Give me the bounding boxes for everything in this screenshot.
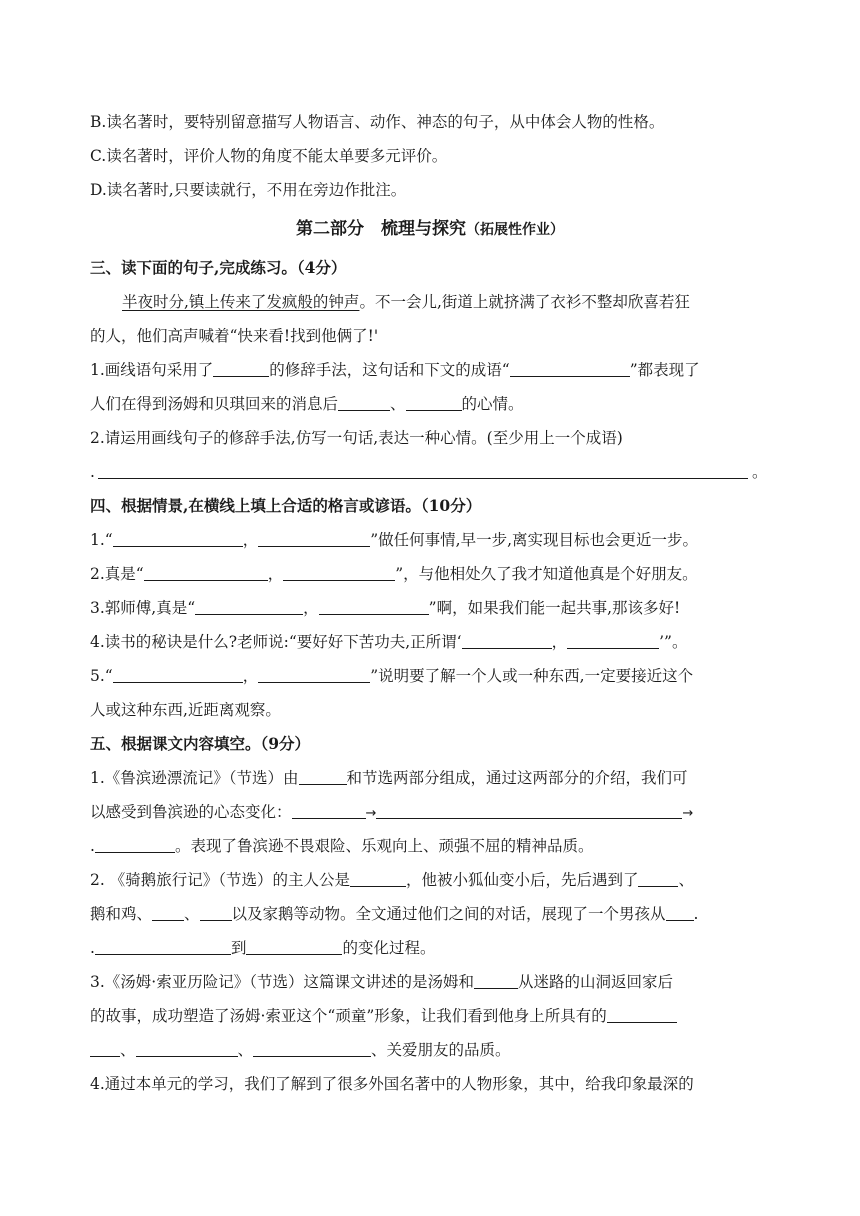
s5-q2-line-3 (90, 938, 780, 958)
s5-q2-text: 的变化过程。 (342, 939, 436, 957)
s4-q2-line (90, 564, 780, 584)
s5-q1-text: . (90, 837, 95, 855)
s4-q1-text: ， (242, 531, 259, 549)
answer-blank-proverb[interactable] (144, 565, 268, 581)
s4-q1-line (90, 530, 780, 550)
answer-blank-animal[interactable] (152, 905, 184, 921)
s5-q2-text: 、 (678, 871, 694, 889)
arrow-icon: → (682, 806, 694, 821)
answer-blank-quality[interactable] (253, 1041, 371, 1057)
s4-q4-line (90, 632, 780, 652)
option-b: B.读名著时，要特别留意描写人物语言、动作、神态的句子，从中体会人物的性格。 (90, 113, 665, 131)
arrow-icon: → (365, 806, 377, 821)
s3-q2-line: 2.请运用画线句子的修辞手法,仿写一句话,表达一种心情。(至少用上一个成语) (90, 429, 623, 447)
s4-q3-text: ”啊，如果我们能一起共事,那该多好! (428, 599, 681, 617)
s5-q2-line-1 (90, 870, 780, 890)
answer-blank-mood-2[interactable] (406, 395, 462, 411)
s5-q3-text: 、 (120, 1041, 136, 1059)
section-five-heading: 五、根据课文内容填空。（9分） (90, 734, 311, 753)
s4-q2-text: ， (267, 565, 284, 583)
passage-line-1 (122, 292, 780, 312)
answer-blank-sentence[interactable] (98, 478, 748, 479)
answer-blank-change[interactable] (246, 939, 342, 955)
s5-q1-line-1 (90, 768, 780, 788)
part-two-subtitle: （拓展性作业） (466, 222, 564, 238)
s5-q3-text: 的故事，成功塑造了汤姆·索亚这个“顽童”形象，让我们看到他身上所具有的 (90, 1007, 607, 1025)
s4-q4-text: ’”。 (659, 633, 688, 651)
s5-q2-text: 、 (184, 905, 200, 923)
part-two-title-text: 第二部分 梳理与探究 (296, 219, 466, 239)
s3-q1-text: 的修辞手法，这句话和下文的成语“ (269, 361, 510, 379)
answer-blank-mood-1[interactable] (338, 395, 390, 411)
answer-blank-proverb[interactable] (319, 599, 429, 615)
answer-blank-quality[interactable] (90, 1041, 120, 1057)
s4-q4-text: 4.读书的秘诀是什么?老师说:“要好好下苦功夫,正所谓‘ (90, 633, 462, 651)
answer-blank-proverb[interactable] (113, 667, 243, 683)
passage-line-2: 的人，他们高声喊着“快来看!找到他俩了!' (90, 327, 379, 345)
s3-q2-answer-line (90, 462, 780, 482)
s5-q3-line-1 (90, 972, 780, 992)
answer-blank-mood[interactable] (95, 837, 175, 853)
s4-q5-line-2: 人或这种东西,近距离观察。 (90, 701, 281, 719)
answer-blank-proverb[interactable] (113, 531, 243, 547)
s5-q2-text: 2. 《骑鹅旅行记》（节选）的主人公是 (90, 871, 350, 889)
s3-q1-text: 1.画线语句采用了 (90, 361, 214, 379)
section-four-heading: 四、根据情景,在横线上填上合适的格言或谚语。（10分） (90, 496, 482, 515)
s4-q1-text: ”做任何事情,早一步,离实现目标也会更近一步。 (370, 531, 699, 549)
s5-q1-text: 和节选两部分组成，通过这两部分的介绍，我们可 (346, 769, 688, 787)
s4-q3-line (90, 598, 780, 618)
s5-q2-text: 鹅和鸡、 (90, 905, 153, 923)
s4-q5-line-1 (90, 666, 780, 686)
answer-line-start: . (90, 463, 95, 481)
answer-blank-mood[interactable] (376, 803, 682, 819)
answer-blank-proverb[interactable] (462, 633, 552, 649)
s3-q1-text: 、 (390, 395, 406, 413)
answer-blank-animal[interactable] (638, 871, 678, 887)
answer-blank-animal[interactable] (200, 905, 232, 921)
s3-q1-text: ”都表现了 (629, 361, 700, 379)
s4-q4-text: ， (551, 633, 568, 651)
s4-q5-text: 5.“ (90, 667, 113, 685)
answer-blank-proverb[interactable] (195, 599, 303, 615)
s5-q3-text: 、关爱朋友的品质。 (371, 1041, 511, 1059)
s5-q2-text: 到 (230, 939, 247, 957)
answer-blank-quality[interactable] (607, 1007, 677, 1023)
answer-line-end: 。 (752, 463, 768, 481)
answer-blank-mood[interactable] (292, 803, 366, 819)
answer-blank-proverb[interactable] (283, 565, 395, 581)
s4-q2-text: ”，与他相处久了我才知道他真是个好朋友。 (395, 565, 698, 583)
s4-q1-text: 1.“ (90, 531, 113, 549)
s5-q2-text: 以及家鹅等动物。全文通过他们之间的对话，展现了一个男孩从 (231, 905, 666, 923)
s4-q5-text: ， (242, 667, 259, 685)
s5-q2-text: . (90, 939, 95, 957)
s5-q1-text: 。表现了鲁滨逊不畏艰险、乐观向上、顽强不屈的精神品质。 (174, 837, 594, 855)
passage-text: 。不一会儿,街道上就挤满了衣衫不整却欣喜若狂 (359, 293, 690, 311)
s5-q3-text: 3.《汤姆·索亚历险记》（节选）这篇课文讲述的是汤姆和 (90, 973, 474, 991)
answer-blank-change[interactable] (95, 939, 231, 955)
s4-q5-text: ”说明要了解一个人或一种东西,一定要接近这个 (370, 667, 694, 685)
option-d: D.读名著时,只要读就行，不用在旁边作批注。 (90, 181, 407, 199)
option-c: C.读名著时，评价人物的角度不能太单要多元评价。 (90, 147, 448, 165)
s4-q3-text: ， (303, 599, 319, 617)
s4-q3-text: 3.郭师傅,真是“ (90, 599, 196, 617)
answer-blank-idiom[interactable] (510, 361, 630, 377)
answer-blank-quality[interactable] (136, 1041, 238, 1057)
answer-blank-change[interactable] (666, 905, 694, 921)
answer-blank-part[interactable] (299, 769, 347, 785)
answer-blank-friend[interactable] (474, 973, 518, 989)
s5-q4-line: 4.通过本单元的学习，我们了解到了很多外国名著中的人物形象，其中，给我印象最深的 (90, 1075, 694, 1093)
answer-blank-proverb[interactable] (258, 667, 370, 683)
s5-q1-line-3 (90, 836, 780, 856)
answer-blank-protagonist[interactable] (350, 871, 406, 887)
part-two-title (0, 218, 860, 241)
s5-q2-text: ，他被小狐仙变小后，先后遇到了 (405, 871, 639, 889)
underlined-sentence: 半夜时分,镇上传来了发疯般的钟声 (122, 293, 360, 311)
s5-q1-text: 1.《鲁滨逊漂流记》（节选）由 (90, 769, 299, 787)
answer-blank-rhetoric[interactable] (213, 361, 269, 377)
s5-q3-line-3 (90, 1040, 780, 1060)
section-three-heading: 三、读下面的句子,完成练习。（4分） (90, 258, 347, 277)
s3-q1-text: 的心情。 (461, 395, 524, 413)
s3-q1-line-1 (90, 360, 780, 380)
s3-q1-text: 人们在得到汤姆和贝琪回来的消息后 (90, 395, 339, 413)
s5-q1-line-2 (90, 802, 780, 822)
s5-q3-text: 从迷路的山洞返回家后 (517, 973, 673, 991)
answer-blank-proverb[interactable] (567, 633, 659, 649)
s5-q3-text: 、 (237, 1041, 254, 1059)
s5-q2-text: . (693, 905, 699, 923)
answer-blank-proverb[interactable] (258, 531, 370, 547)
s5-q3-line-2 (90, 1006, 780, 1026)
s3-q1-line-2 (90, 394, 780, 414)
s4-q2-text: 2.真是“ (90, 565, 144, 583)
s5-q1-text: 以感受到鲁滨逊的心态变化： (90, 803, 292, 821)
s5-q2-line-2 (90, 904, 780, 924)
